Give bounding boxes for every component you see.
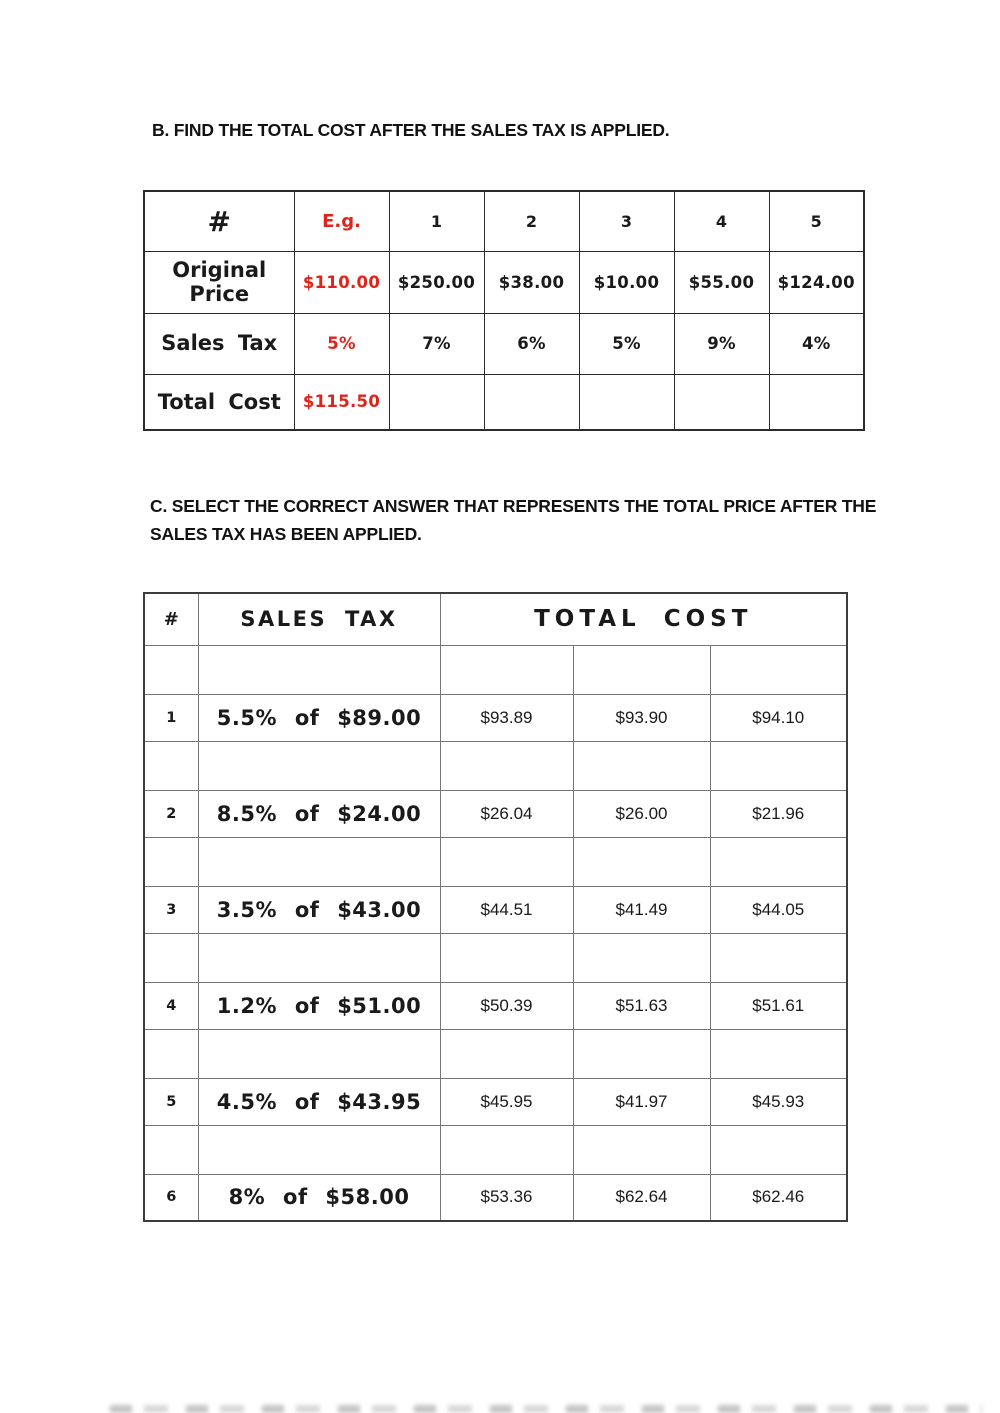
question-number-cell: 4 [144,982,198,1029]
table-b-column-header-4: 4 [674,191,769,251]
spacer-cell [573,645,710,694]
row-label-original-price: Original Price [144,251,294,313]
spacer-row [144,1029,847,1078]
total-cost-row [144,374,864,430]
sales-tax-column-header: SALES TAX [198,593,440,645]
question-number-cell: 6 [144,1174,198,1221]
sales-tax-example-cell: 5% [294,313,389,374]
spacer-cell [198,645,440,694]
answer-option-cell[interactable]: $62.64 [573,1174,710,1221]
total-cost-input-cell[interactable] [484,374,579,430]
original-price-example-cell: $110.00 [294,251,389,313]
original-price-cell: $10.00 [579,251,674,313]
original-price-row [144,251,864,313]
table-c-header-row [144,593,847,645]
spacer-cell [440,1125,573,1174]
question-number-cell: 3 [144,886,198,933]
spacer-row [144,933,847,982]
spacer-row [144,741,847,790]
cutoff-text-band [110,1405,982,1413]
spacer-row [144,645,847,694]
answer-option-cell[interactable]: $44.51 [440,886,573,933]
section-c-heading-line-2: SALES TAX HAS BEEN APPLIED. [150,524,422,544]
spacer-cell [144,933,198,982]
question-row [144,1174,847,1221]
answer-option-cell[interactable]: $21.96 [710,790,847,837]
question-expression-cell: 1.2% of $51.00 [198,982,440,1029]
spacer-cell [710,1029,847,1078]
spacer-cell [144,1029,198,1078]
answer-option-cell[interactable]: $51.63 [573,982,710,1029]
section-b-heading: B. FIND THE TOTAL COST AFTER THE SALES TAX IS APPLIED. [152,120,670,140]
spacer-cell [573,1125,710,1174]
sales-tax-cell: 6% [484,313,579,374]
original-price-cell: $124.00 [769,251,864,313]
question-expression-cell: 8% of $58.00 [198,1174,440,1221]
answer-option-cell[interactable]: $45.93 [710,1078,847,1125]
spacer-cell [440,933,573,982]
question-row [144,982,847,1029]
spacer-cell [573,1029,710,1078]
spacer-cell [198,741,440,790]
total-cost-input-cell[interactable] [769,374,864,430]
answer-option-cell[interactable]: $26.00 [573,790,710,837]
answer-option-cell[interactable]: $53.36 [440,1174,573,1221]
spacer-cell [710,933,847,982]
spacer-cell [198,1125,440,1174]
sales-tax-cell: 4% [769,313,864,374]
table-b-corner-cell: # [144,191,294,251]
answer-option-cell[interactable]: $94.10 [710,694,847,741]
original-price-cell: $38.00 [484,251,579,313]
question-expression-cell: 4.5% of $43.95 [198,1078,440,1125]
section-c-heading-line-1: C. SELECT THE CORRECT ANSWER THAT REPRESENTS THE TOTAL PRICE AFTER THE [150,496,877,516]
answer-option-cell[interactable]: $26.04 [440,790,573,837]
spacer-cell [440,645,573,694]
question-row [144,886,847,933]
total-cost-column-header: TOTAL COST [440,593,847,645]
sales-tax-cell: 9% [674,313,769,374]
section-b-table [143,190,865,431]
table-b-column-header-1: 1 [389,191,484,251]
answer-option-cell[interactable]: $41.49 [573,886,710,933]
total-cost-input-cell[interactable] [674,374,769,430]
spacer-cell [440,1029,573,1078]
spacer-cell [573,837,710,886]
original-price-cell: $55.00 [674,251,769,313]
spacer-cell [144,1125,198,1174]
spacer-cell [710,645,847,694]
table-b-example-header: E.g. [294,191,389,251]
table-b-header-row [144,191,864,251]
question-row [144,790,847,837]
sales-tax-cell: 5% [579,313,674,374]
spacer-cell [573,741,710,790]
answer-option-cell[interactable]: $50.39 [440,982,573,1029]
question-number-cell: 5 [144,1078,198,1125]
table-b-column-header-2: 2 [484,191,579,251]
sales-tax-cell: 7% [389,313,484,374]
question-number-cell: 2 [144,790,198,837]
section-c-table [143,592,848,1222]
spacer-cell [144,837,198,886]
section-c-heading [150,492,876,548]
original-price-cell: $250.00 [389,251,484,313]
spacer-cell [144,645,198,694]
spacer-cell [710,741,847,790]
question-row [144,1078,847,1125]
question-expression-cell: 8.5% of $24.00 [198,790,440,837]
spacer-cell [198,1029,440,1078]
spacer-cell [198,933,440,982]
table-b-column-header-3: 3 [579,191,674,251]
total-cost-example-cell: $115.50 [294,374,389,430]
spacer-cell [710,1125,847,1174]
question-expression-cell: 5.5% of $89.00 [198,694,440,741]
question-expression-cell: 3.5% of $43.00 [198,886,440,933]
answer-option-cell[interactable]: $44.05 [710,886,847,933]
question-row [144,694,847,741]
spacer-cell [440,837,573,886]
table-b-column-header-5: 5 [769,191,864,251]
sales-tax-row [144,313,864,374]
answer-option-cell[interactable]: $41.97 [573,1078,710,1125]
answer-option-cell[interactable]: $62.46 [710,1174,847,1221]
answer-option-cell[interactable]: $93.90 [573,694,710,741]
spacer-cell [440,741,573,790]
answer-option-cell[interactable]: $51.61 [710,982,847,1029]
row-label-sales-tax: Sales Tax [144,313,294,374]
spacer-cell [710,837,847,886]
spacer-cell [573,933,710,982]
spacer-row [144,837,847,886]
question-number-cell: 1 [144,694,198,741]
spacer-cell [144,741,198,790]
spacer-row [144,1125,847,1174]
spacer-cell [198,837,440,886]
total-cost-input-cell[interactable] [389,374,484,430]
answer-option-cell[interactable]: $45.95 [440,1078,573,1125]
table-c-corner-cell: # [144,593,198,645]
row-label-total-cost: Total Cost [144,374,294,430]
total-cost-input-cell[interactable] [579,374,674,430]
answer-option-cell[interactable]: $93.89 [440,694,573,741]
